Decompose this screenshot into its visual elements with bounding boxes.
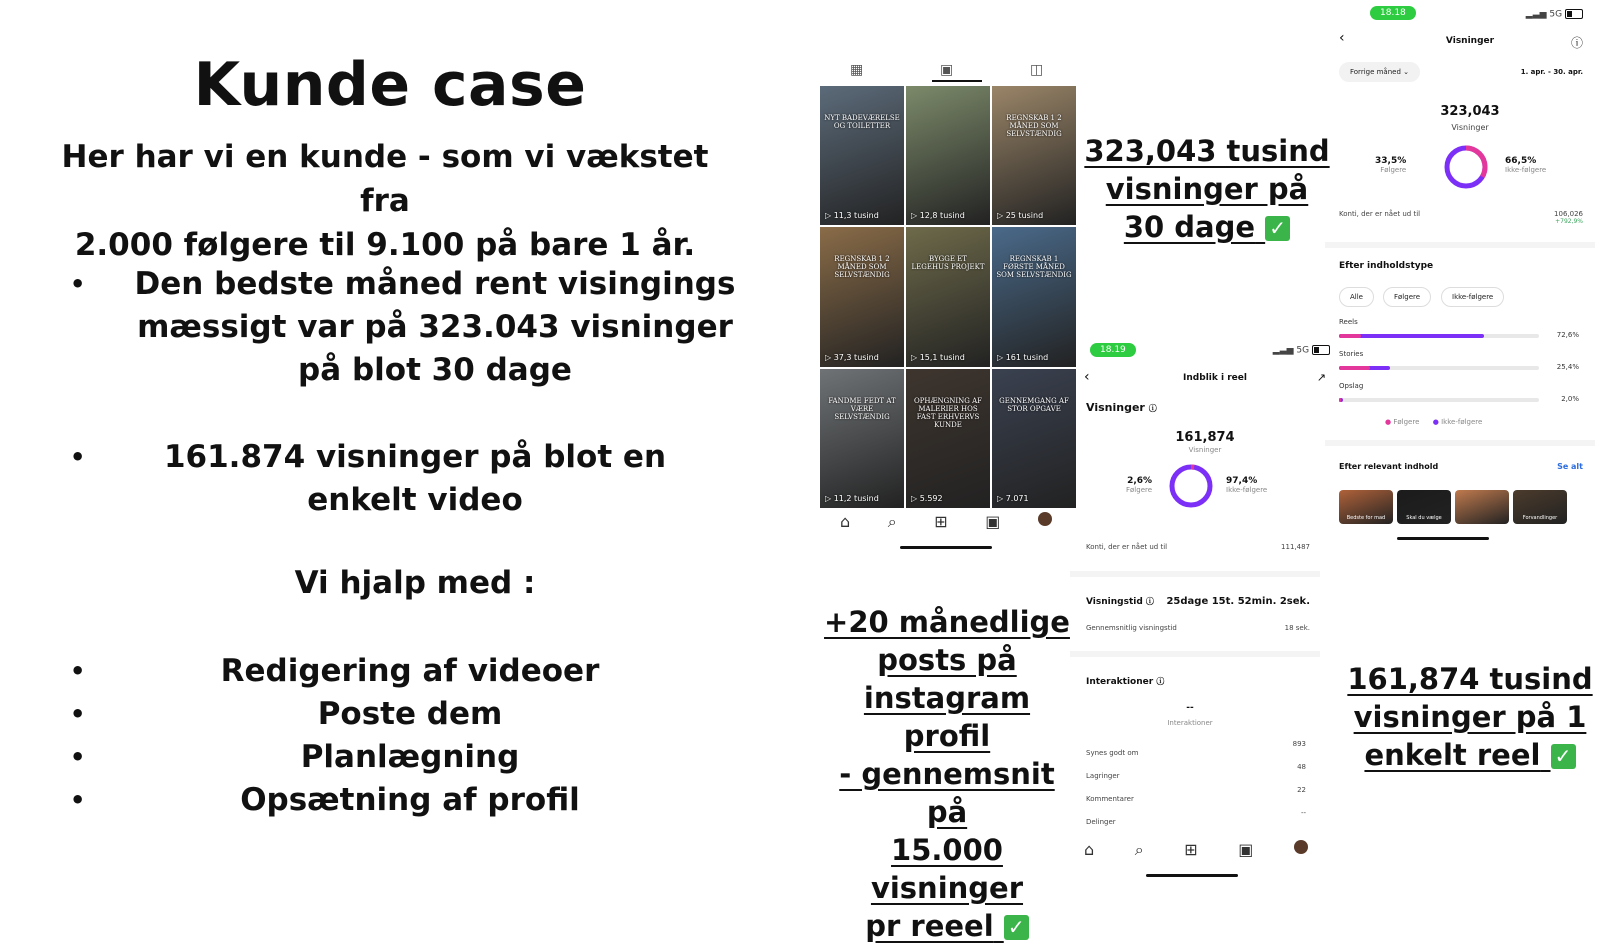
period-label: Forrige måned xyxy=(1350,68,1401,76)
tile-views-text: 25 tusind xyxy=(1005,211,1044,221)
reached-label: Konti, der er nået ud til xyxy=(1086,543,1168,551)
play-icon: ▷ xyxy=(911,211,920,221)
legend-followers: Følgere xyxy=(1393,418,1420,426)
status-icons xyxy=(1526,9,1583,20)
profile-icon[interactable] xyxy=(1038,512,1052,526)
create-icon[interactable]: ⊞ xyxy=(1184,840,1198,859)
bar-track xyxy=(1339,398,1539,402)
reached-value: 111,487 xyxy=(1281,543,1310,551)
views-sub: Visninger xyxy=(1188,446,1222,454)
bar-followers xyxy=(1339,334,1361,338)
active-tab-indicator xyxy=(932,80,982,82)
nonfollowers-label: Ikke-følgere xyxy=(1505,166,1547,174)
signal-icon: ▂▃▅ xyxy=(1525,9,1547,20)
section-divider xyxy=(1325,242,1595,248)
play-icon: ▷ xyxy=(825,352,834,362)
donut-nonfollowers xyxy=(1172,467,1210,505)
content-type-bars xyxy=(1339,318,1579,418)
check-icon: ✓ xyxy=(1551,744,1576,769)
reel-donut xyxy=(1168,463,1214,509)
reached-stat xyxy=(1554,210,1583,225)
help-bullet-3 xyxy=(70,736,750,779)
tile-views xyxy=(911,353,965,362)
headline-line: - gennemsnit på xyxy=(839,757,1055,829)
interactions-value: -- xyxy=(1186,703,1194,713)
reached-value: 106,026 xyxy=(1554,210,1583,218)
info-icon[interactable]: ⓘ xyxy=(1156,677,1165,686)
tile-caption: OPHÆNGNING AF MALERIER HOS FAST ERHVERVS KUNDE xyxy=(913,396,983,429)
views-value: 323,043 xyxy=(1440,104,1500,119)
interactions-title: Interaktioner xyxy=(1086,677,1154,687)
bar-legend xyxy=(1385,418,1482,426)
intro-line-2: 2.000 følgere til 9.100 på bare 1 år. xyxy=(74,227,696,263)
section-divider xyxy=(1070,571,1320,577)
reached-change: +792,9% xyxy=(1555,218,1583,225)
tile-caption: FANDME FEDT AT VÆRE SELVSTÆNDIG xyxy=(828,396,896,421)
tile-views-text: 11,3 tusind xyxy=(833,211,879,221)
filter-all[interactable]: Alle xyxy=(1339,287,1374,307)
tile-views-text: 12,8 tusind xyxy=(919,211,965,221)
back-icon[interactable]: ‹ xyxy=(1339,30,1345,46)
tile-views-text: 161 tusind xyxy=(1005,352,1049,362)
network-label: 5G xyxy=(1549,9,1563,20)
list-item xyxy=(1086,763,1306,786)
network-label: 5G xyxy=(1296,345,1310,356)
home-indicator xyxy=(900,546,992,549)
bullet-text: 161.874 visninger på blot en enkelt video xyxy=(163,439,667,518)
tile-views xyxy=(911,494,943,503)
row-value: 48 xyxy=(1297,763,1306,771)
filter-followers[interactable]: Følgere xyxy=(1383,287,1431,307)
battery-icon xyxy=(1565,9,1583,19)
reel-tile[interactable] xyxy=(820,227,904,366)
followers-label: Følgere xyxy=(1126,486,1153,494)
content-type-row xyxy=(1339,350,1579,380)
content-type-title: Efter indholdstype xyxy=(1339,261,1434,271)
tile-views xyxy=(997,353,1048,362)
content-type-value: 72,6% xyxy=(1556,331,1579,339)
followers-pct: 33,5% xyxy=(1375,156,1407,166)
headline-30-days xyxy=(1082,132,1332,246)
search-icon[interactable]: ⌕ xyxy=(1134,840,1144,859)
home-indicator xyxy=(1146,874,1238,877)
play-icon: ▷ xyxy=(911,493,920,503)
profile-icon[interactable] xyxy=(1294,840,1308,854)
row-value: 893 xyxy=(1292,740,1306,748)
create-icon[interactable]: ⊞ xyxy=(934,512,948,531)
chevron-down-icon: ⌄ xyxy=(1403,68,1410,76)
interactions-sub: Interaktioner xyxy=(1167,719,1213,727)
reels-icon[interactable]: ▣ xyxy=(940,62,954,78)
bullet-text: Den bedste måned rent visingings mæssigt var på 323.043 visninger på blot 30 dage xyxy=(134,266,736,388)
grid-icon[interactable]: ▦ xyxy=(850,62,864,78)
reels-icon[interactable]: ▣ xyxy=(985,512,1001,531)
content-type-value: 2,0% xyxy=(1561,395,1579,403)
highlight-bullet-1 xyxy=(70,263,750,392)
headline-monthly-posts xyxy=(822,603,1072,945)
content-type-label: Stories xyxy=(1339,350,1364,358)
tile-views xyxy=(911,211,965,220)
bullet-dot: • xyxy=(70,786,86,814)
relevant-thumbnail[interactable] xyxy=(1397,490,1451,524)
reel-insight-screen xyxy=(1084,343,1340,883)
tagged-icon[interactable]: ◫ xyxy=(1030,62,1044,78)
tile-views-text: 5.592 xyxy=(919,493,943,503)
help-bullet-2 xyxy=(70,693,750,736)
list-item xyxy=(1086,786,1306,809)
tile-views xyxy=(997,494,1029,503)
play-icon: ▷ xyxy=(997,352,1006,362)
bullet-text: Planlægning xyxy=(300,739,520,775)
headline-line: posts på xyxy=(877,643,1017,677)
reel-tile[interactable] xyxy=(906,369,990,508)
headline-line: visninger på 1 xyxy=(1353,700,1587,734)
intro-line-1: Her har vi en kunde - som vi vækstet fra xyxy=(61,139,709,219)
nonfollowers-label: Ikke-følgere xyxy=(1226,486,1268,494)
tile-caption: REGNSKAB 1 2 MÅNED SOM SELVSTÆNDIG xyxy=(834,255,890,280)
grid-bottom-nav xyxy=(840,512,1052,532)
filter-nonfollowers[interactable]: Ikke-følgere xyxy=(1441,287,1504,307)
views-insight-screen xyxy=(1339,6,1595,554)
views-label: Visninger xyxy=(1451,123,1489,132)
tile-caption: GENNEMGANG AF STOR OPGAVE xyxy=(999,396,1069,413)
see-all-link[interactable]: Se alt xyxy=(1557,462,1583,471)
reels-icon[interactable]: ▣ xyxy=(1238,840,1254,859)
reached-label: Konti, der er nået ud til xyxy=(1339,210,1421,218)
bullet-dot: • xyxy=(70,443,86,471)
interactions-heading xyxy=(1086,676,1164,687)
legend-dot-followers: ● xyxy=(1385,418,1392,426)
intro-text xyxy=(60,135,710,267)
avg-watch-value: 18 sek. xyxy=(1284,624,1310,632)
thumbnail-caption: Forvandlinger xyxy=(1522,515,1558,521)
bullet-dot: • xyxy=(70,657,86,685)
views-heading xyxy=(1086,401,1157,414)
tile-views-text: 37,3 tusind xyxy=(833,352,879,362)
check-icon: ✓ xyxy=(1004,915,1029,940)
headline-line-text: pr reeel xyxy=(865,909,994,943)
home-indicator xyxy=(1397,537,1489,540)
row-label: Synes godt om xyxy=(1086,749,1139,757)
relevant-thumbnail[interactable] xyxy=(1513,490,1567,524)
nonfollowers-pct: 66,5% xyxy=(1505,156,1537,166)
bar-followers xyxy=(1339,398,1341,402)
help-title: Vi hjalp med : xyxy=(294,565,536,601)
headline-line: 161,874 tusind xyxy=(1347,662,1593,696)
insight-bottom-nav xyxy=(1084,840,1308,860)
thumbnail-caption: Skal du vælge xyxy=(1406,515,1442,521)
row-label: Kommentarer xyxy=(1086,795,1134,803)
battery-icon xyxy=(1312,345,1330,355)
interaction-rows xyxy=(1086,740,1306,832)
row-label: Lagringer xyxy=(1086,772,1120,780)
views-donut xyxy=(1443,144,1489,190)
screen-title: Indblik i reel xyxy=(1183,373,1247,383)
reel-tile[interactable] xyxy=(820,369,904,508)
content-type-label: Reels xyxy=(1339,318,1358,326)
info-icon[interactable]: ⓘ xyxy=(1148,404,1157,413)
play-icon: ▷ xyxy=(825,493,834,503)
status-icons xyxy=(1273,345,1330,356)
tile-views-text: 7.071 xyxy=(1005,493,1029,503)
content-type-label: Opslag xyxy=(1339,382,1364,390)
tile-caption: BYGGE ET LEGEHUS PROJEKT xyxy=(911,255,985,272)
headline-line xyxy=(1345,736,1595,774)
reel-tile[interactable] xyxy=(992,227,1076,366)
reels-grid xyxy=(820,86,1076,508)
reel-tile[interactable] xyxy=(906,86,990,225)
content-type-row xyxy=(1339,318,1579,348)
views-value: 161,874 xyxy=(1175,430,1235,445)
tile-views-text: 15,1 tusind xyxy=(919,352,965,362)
headline-line-text: enkelt reel xyxy=(1364,738,1541,772)
content-type-value: 25,4% xyxy=(1556,363,1579,371)
tile-views xyxy=(997,211,1043,220)
headline-line-text: 30 dage xyxy=(1123,210,1256,244)
home-icon[interactable]: ⌂ xyxy=(840,512,851,531)
row-value: 22 xyxy=(1297,786,1306,794)
headline-line: 15.000 visninger xyxy=(870,833,1024,905)
reel-tile[interactable] xyxy=(820,86,904,225)
headline-line: visninger på xyxy=(1105,172,1309,206)
headline-line: instagram profil xyxy=(863,681,1031,753)
tile-views xyxy=(825,353,879,362)
bullet-dot: • xyxy=(70,743,86,771)
play-icon: ▷ xyxy=(997,493,1006,503)
status-time: 18.18 xyxy=(1370,6,1416,20)
headline-line xyxy=(822,907,1072,945)
relevant-thumbnail[interactable] xyxy=(1455,490,1509,524)
views-heading-text: Visninger xyxy=(1086,401,1145,414)
list-item xyxy=(1086,809,1306,832)
relevant-thumbnails xyxy=(1339,490,1579,524)
legend-dot-nonfollowers: ● xyxy=(1432,418,1439,426)
tile-caption: NYT BADEVÆRELSE OG TOILETTER xyxy=(824,114,900,130)
headline-single-reel xyxy=(1345,660,1595,774)
help-bullet-4 xyxy=(70,779,750,822)
headline-line xyxy=(1082,208,1332,246)
check-icon: ✓ xyxy=(1265,216,1290,241)
watchtime-heading xyxy=(1086,596,1154,607)
row-label: Delinger xyxy=(1086,818,1116,826)
list-item xyxy=(1086,740,1306,763)
tile-caption: REGNSKAB 1 2 MÅNED SOM SELVSTÆNDIG xyxy=(1006,114,1062,138)
followers-stat xyxy=(1126,476,1152,494)
tile-views xyxy=(825,211,879,220)
play-icon: ▷ xyxy=(911,352,920,362)
bar-followers xyxy=(1339,366,1370,370)
play-icon: ▷ xyxy=(825,211,834,221)
tile-views xyxy=(825,494,879,503)
status-time: 18.19 xyxy=(1090,343,1136,357)
tile-views-text: 11,2 tusind xyxy=(833,493,879,503)
nonfollowers-stat xyxy=(1226,476,1267,494)
nonfollowers-pct: 97,4% xyxy=(1226,476,1258,486)
watchtime-value: 25dage 15t. 52min. 2sek. xyxy=(1166,596,1310,607)
tile-caption: REGNSKAB 1 FØRSTE MÅNED SOM SELVSTÆNDIG xyxy=(996,255,1072,280)
bullet-dot: • xyxy=(70,270,86,298)
followers-stat xyxy=(1375,156,1406,174)
date-range: 1. apr. - 30. apr. xyxy=(1520,68,1583,76)
trend-icon[interactable]: ↗ xyxy=(1316,371,1326,384)
bullet-dot: • xyxy=(70,700,86,728)
followers-label: Følgere xyxy=(1380,166,1407,174)
bullet-text: Opsætning af profil xyxy=(240,782,580,818)
headline-line: 323,043 tusind xyxy=(1084,134,1330,168)
watchtime-label: Visningstid xyxy=(1086,597,1143,607)
home-icon[interactable]: ⌂ xyxy=(1084,840,1095,859)
reel-tile[interactable] xyxy=(906,227,990,366)
search-icon[interactable]: ⌕ xyxy=(887,512,897,531)
followers-pct: 2,6% xyxy=(1127,476,1153,486)
row-value: -- xyxy=(1300,809,1306,817)
legend-nonfollowers: Ikke-følgere xyxy=(1441,418,1483,426)
back-icon[interactable]: ‹ xyxy=(1084,369,1090,385)
headline-line: +20 månedlige xyxy=(824,605,1070,639)
info-icon[interactable]: ⓘ xyxy=(1570,36,1583,50)
section-divider xyxy=(1325,440,1595,446)
slide-title: Kunde case xyxy=(193,50,587,120)
highlight-bullet-2 xyxy=(70,436,750,522)
reel-tile[interactable] xyxy=(992,86,1076,225)
help-bullet-1 xyxy=(70,650,750,693)
thumbnail-caption: Bedste for mad xyxy=(1346,515,1386,521)
avg-watch-label: Gennemsnitlig visningstid xyxy=(1086,624,1177,632)
bullet-text: Redigering af videoer xyxy=(220,653,600,689)
content-type-row xyxy=(1339,382,1579,412)
bullet-text: Poste dem xyxy=(317,696,503,732)
relevant-thumbnail[interactable] xyxy=(1339,490,1393,524)
screen-title: Visninger xyxy=(1445,36,1495,46)
nonfollowers-stat xyxy=(1505,156,1546,174)
info-icon[interactable]: ⓘ xyxy=(1145,597,1154,606)
section-divider xyxy=(1070,651,1320,657)
play-icon: ▷ xyxy=(997,211,1006,221)
period-button[interactable] xyxy=(1339,62,1420,82)
relevant-title: Efter relevant indhold xyxy=(1339,462,1439,471)
signal-icon: ▂▃▅ xyxy=(1272,345,1294,356)
reel-tile[interactable] xyxy=(992,369,1076,508)
